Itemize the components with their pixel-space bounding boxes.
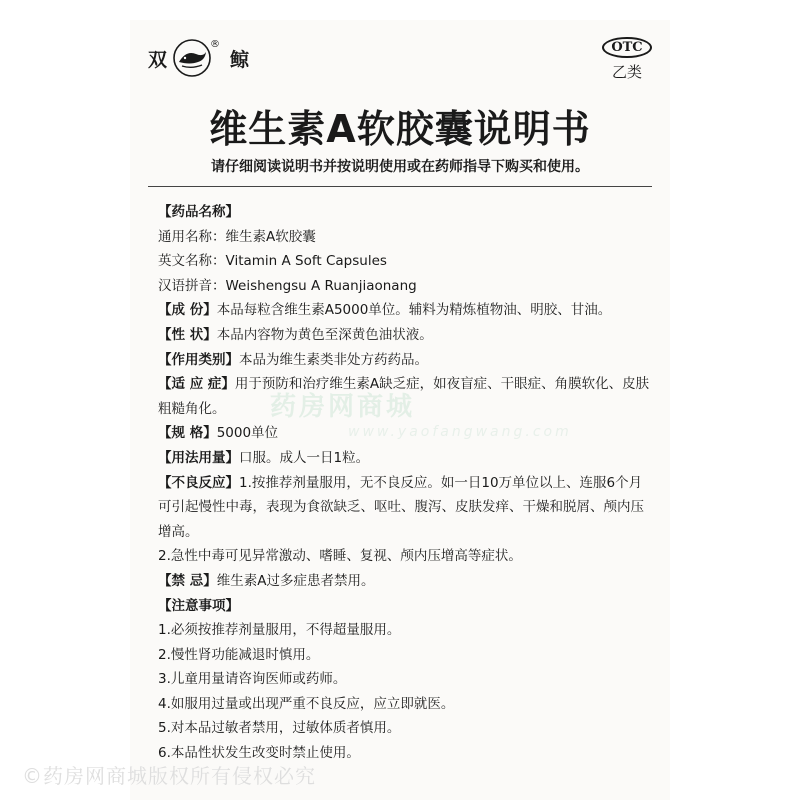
- brand-logo-group: [148, 38, 250, 78]
- spec-label: 【规 格】: [158, 425, 217, 442]
- spec-text: 5000单位: [216, 425, 279, 442]
- indications-label: 【适 应 症】: [158, 376, 235, 393]
- category-text: 本品为维生素类非处方药药品。: [239, 351, 428, 368]
- ingredients-row: [158, 298, 652, 323]
- divider: [148, 186, 652, 187]
- whale-logo-icon: [172, 38, 212, 78]
- ingredients-label: 【成 份】: [158, 302, 217, 319]
- pinyin-name: 汉语拼音：Weishengsu A Ruanjiaonang: [158, 277, 417, 294]
- properties-text: 本品内容物为黄色至深黄色油状液。: [216, 326, 433, 343]
- properties-row: [158, 323, 652, 348]
- precaution-item: 2.慢性肾功能减退时慎用。: [158, 646, 320, 663]
- adverse-text-2: 2.急性中毒可见异常激动、嗜睡、复视、颅内压增高等症状。: [158, 548, 522, 565]
- copyright-watermark: ©药房网商城版权所有侵权必究: [22, 764, 316, 788]
- indications-text: 用于预防和治疗维生素A缺乏症，如夜盲症、干眼症、角膜软化、皮肤粗糙角化。: [158, 376, 650, 417]
- spec-row: [158, 421, 652, 446]
- otc-mark: [602, 36, 652, 82]
- otc-badge: OTC: [602, 37, 651, 58]
- common-name: 通用名称：维生素A软胶囊: [158, 228, 316, 245]
- adverse-label: 【不良反应】: [158, 474, 239, 491]
- document-title: 维生素A软胶囊说明书: [209, 107, 591, 151]
- properties-label: 【性 状】: [158, 326, 217, 343]
- contra-text: 维生素A过多症患者禁用。: [216, 572, 375, 589]
- dosage-row: [158, 446, 652, 471]
- indications-row: [158, 372, 652, 421]
- precaution-item: 1.必须按推荐剂量服用，不得超量服用。: [158, 622, 401, 639]
- dosage-label: 【用法用量】: [158, 449, 239, 466]
- precaution-item: 6.本品性状发生改变时禁止使用。: [158, 745, 360, 762]
- precaution-item: 3.儿童用量请咨询医师或药师。: [158, 671, 347, 688]
- precaution-item: 4.如服用过量或出现严重不良反应，应立即就医。: [158, 695, 455, 712]
- watermark-url: www.yaofangwang.com: [348, 424, 572, 440]
- left-margin: [0, 0, 130, 800]
- otc-class-label: 乙类: [611, 63, 642, 81]
- precautions-header: 【注意事项】: [158, 597, 239, 614]
- watermark-text: 药房网商城: [270, 392, 416, 422]
- english-name: 英文名称：Vitamin A Soft Capsules: [158, 253, 387, 270]
- registered-mark: ®: [210, 38, 221, 50]
- contra-row: [158, 569, 652, 594]
- adverse-row: [158, 471, 652, 545]
- leaflet-body: [158, 200, 652, 766]
- right-margin: [670, 0, 800, 800]
- category-row: [158, 348, 652, 373]
- category-label: 【作用类别】: [158, 351, 239, 368]
- drug-name-header: 【药品名称】: [158, 204, 239, 220]
- contra-label: 【禁 忌】: [158, 572, 217, 589]
- precaution-item: 5.对本品过敏者禁用，过敏体质者慎用。: [158, 720, 401, 737]
- ingredients-text: 本品每粒含维生素A5000单位。辅料为精炼植物油、明胶、甘油。: [216, 302, 612, 319]
- dosage-text: 口服。成人一日1粒。: [239, 449, 370, 466]
- brand-name-right: 鲸: [230, 48, 251, 71]
- brand-name-left: 双: [148, 48, 169, 71]
- document-subtitle: 请仔细阅读说明书并按说明使用或在药师指导下购买和使用。: [211, 159, 589, 175]
- adverse-text-1: 1.按推荐剂量服用，无不良反应。如一日10万单位以上、连服6个月可引起慢性中毒，表现为食欲缺乏、呕吐、腹泻、皮肤发痒、干燥和脱屑、颅内压增高。: [158, 474, 644, 540]
